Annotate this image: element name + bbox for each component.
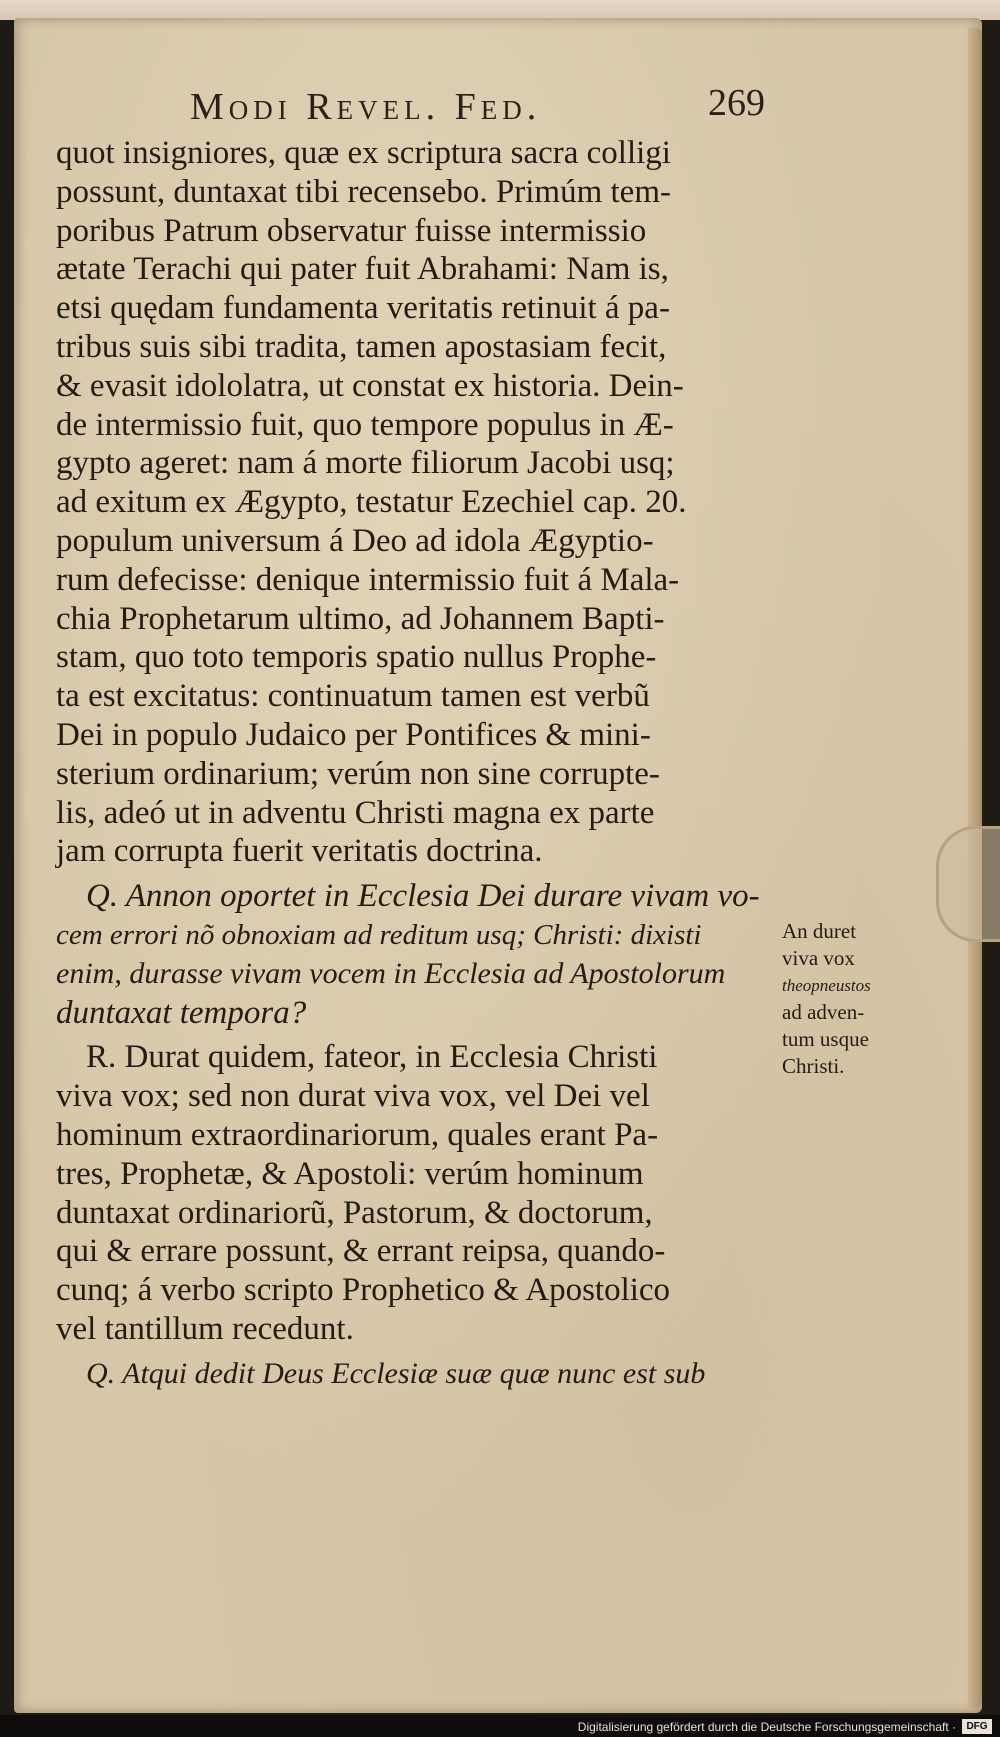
- text-line: rum defecisse: denique intermissio fuit á Mala-: [56, 561, 680, 598]
- page-number: 269: [708, 82, 765, 124]
- answer-line: duntaxat ordinariorũ, Pastorum, & doctorum,: [56, 1194, 653, 1231]
- question-line: Q. Atqui dedit Deus Ecclesiæ suæ quæ nunc est sub: [86, 1356, 706, 1390]
- page-clip-tab: [936, 826, 1000, 942]
- text-line: gypto ageret: nam á morte filiorum Jacobi usq;: [56, 445, 675, 482]
- text-line: populum universum á Deo ad idola Ægyptio-: [56, 522, 654, 559]
- marginal-line: theopneustos: [782, 976, 871, 995]
- text-line: Dei in populo Judaico per Pontifices & mini-: [56, 716, 651, 753]
- question-line: Q. Annon oportet in Ecclesia Dei durare vivam vo-: [86, 878, 760, 915]
- marginal-line: ad adven-: [782, 1000, 865, 1024]
- text-line: possunt, duntaxat tibi recensebo. Primúm tem-: [56, 173, 671, 210]
- digitization-footer: [0, 1715, 1000, 1737]
- answer-line: R. Durat quidem, fateor, in Ecclesia Christi: [86, 1039, 658, 1076]
- text-line: & evasit idololatra, ut constat ex historia. Dein-: [56, 367, 684, 404]
- answer-line: tres, Prophetæ, & Apostoli: verúm hominum: [56, 1155, 644, 1192]
- body-text: [56, 134, 776, 1394]
- answer-line: cunq; á verbo scripto Prophetico & Apostolico: [56, 1272, 671, 1309]
- text-line: stam, quo toto temporis spatio nullus Prophe-: [56, 639, 657, 676]
- answer-line: qui & errare possunt, & errant reipsa, quando-: [56, 1233, 666, 1270]
- marginal-line: tum usque: [782, 1027, 869, 1051]
- text-line: sterium ordinarium; verúm non sine corrupte-: [56, 755, 660, 792]
- text-line: ad exitum ex Ægypto, testatur Ezechiel cap. 20.: [56, 484, 687, 521]
- text-line: jam corrupta fuerit veritatis doctrina.: [56, 833, 543, 870]
- running-head: Modi Revel. Fed.: [190, 86, 542, 128]
- text-line: de intermissio fuit, quo tempore populus in Æ-: [56, 406, 674, 443]
- answer-line: hominum extraordinariorum, quales erant Pa-: [56, 1116, 659, 1153]
- text-line: ta est excitatus: continuatum tamen est verbũ: [56, 678, 650, 715]
- answer-line: viva vox; sed non durat viva vox, vel Dei vel: [56, 1078, 650, 1115]
- text-line: quot insigniores, quæ ex scriptura sacra colligi: [56, 135, 671, 171]
- text-line: etsi quędam fundamenta veritatis retinuit á pa-: [56, 290, 670, 327]
- text-line: ætate Terachi qui pater fuit Abrahami: Nam is,: [56, 251, 669, 288]
- text-line: lis, adeó ut in adventu Christi magna ex parte: [56, 794, 655, 831]
- question-line: cem errori nõ obnoxiam ad reditum usq; Christi: dixisti: [56, 918, 702, 951]
- adjacent-page-strip: [0, 0, 1000, 20]
- question-line: duntaxat tempora?: [56, 994, 307, 1031]
- marginal-line: An duret: [782, 919, 857, 943]
- dfg-logo-icon: DFG: [962, 1719, 992, 1734]
- answer-line: vel tantillum recedunt.: [56, 1310, 354, 1347]
- marginal-line: Christi.: [782, 1054, 845, 1078]
- question-line: enim, durasse vivam vocem in Ecclesia ad Apostolorum: [56, 956, 726, 990]
- marginal-note: [782, 918, 912, 1080]
- marginal-line: viva vox: [782, 946, 855, 970]
- funding-credit: Digitalisierung gefördert durch die Deutsche Forschungsgemeinschaft ·: [577, 1720, 956, 1734]
- text-line: chia Prophetarum ultimo, ad Johannem Bapti-: [56, 600, 665, 637]
- text-line: tribus suis sibi tradita, tamen apostasiam fecit,: [56, 328, 667, 365]
- text-line: poribus Patrum observatur fuisse intermissio: [56, 212, 647, 249]
